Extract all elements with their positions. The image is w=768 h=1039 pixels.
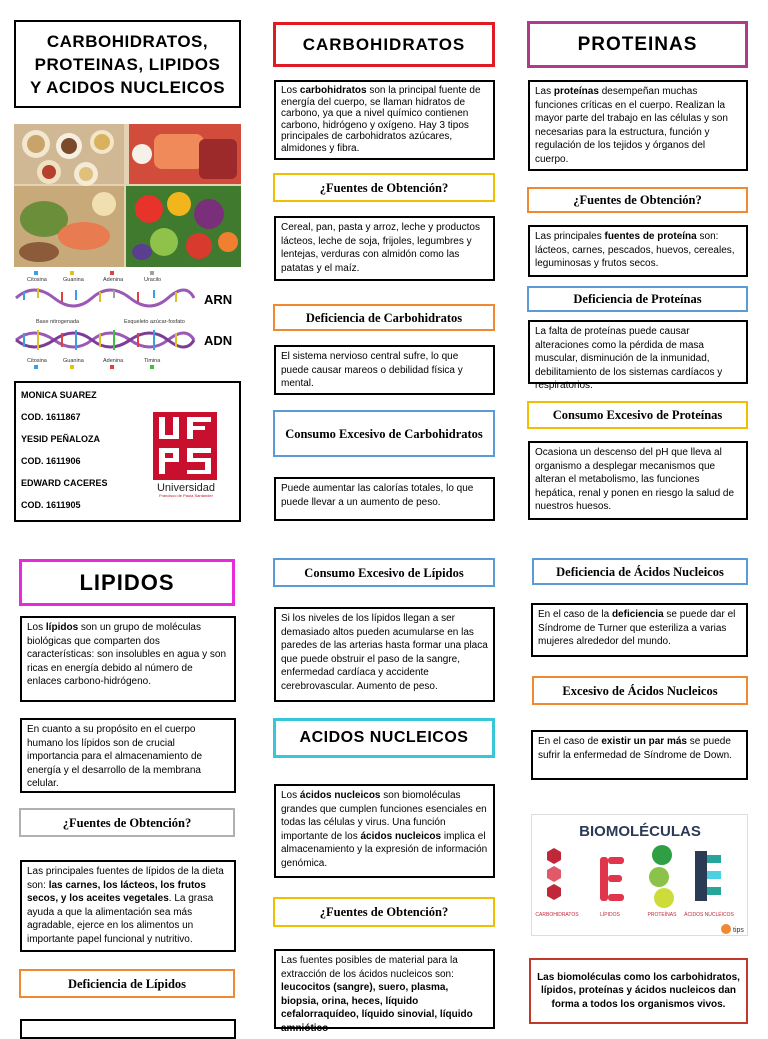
lipidos-fuentes-heading: ¿Fuentes de Obtención? xyxy=(19,808,235,837)
author-name-1: MONICA SUAREZ xyxy=(21,390,97,400)
nucleic-acid-icon xyxy=(695,851,721,901)
carbo-intro: Los carbohidratos son la principal fuente de energía del cuerpo, se llaman hidratos de carbono, ya que a nivel químico contienen carbono, hidrógeno y oxígeno. Hay 3 tipos principales de carbohidratos azúcares, almidones y fibra. xyxy=(274,80,495,160)
author-code-3: COD. 1611905 xyxy=(21,500,81,510)
legend-label-top-4: Uracilo xyxy=(144,277,162,283)
lipidos-proposito: En cuanto a su propósito en el cuerpo humano los lípidos son de crucial importancia para el almacenamiento de energía y el desarrollo de la membrana celular. xyxy=(20,718,236,793)
legend-label-bot-4: Timina xyxy=(144,358,161,364)
author-name-2: YESID PEÑALOZA xyxy=(21,434,101,444)
acidos-exceso: En el caso de existir un par más se puede sufrir la enfermedad de Síndrome de Down. xyxy=(531,730,748,780)
acidos-fuentes: Las fuentes posibles de material para la extracción de los ácidos nucleicos son: leucocitos (sangre), suero, plasma, biopsia, orina, heces, líquido cefalorraquídeo, líquido sinovial, líquido amniótico xyxy=(274,949,495,1029)
lipidos-title xyxy=(19,559,235,606)
logo-univ: Universidad xyxy=(156,482,216,494)
lipidos-title-text: LIPIDOS xyxy=(79,569,175,595)
logo-sub: Francisco de Paula Santander xyxy=(159,493,213,498)
tips-icon xyxy=(721,924,731,934)
lipidos-fuentes: Las principales fuentes de lípidos de la dieta son: las carnes, los lácteos, los frutos secos, y los aceites vegetales. La grasa ayuda a que la alimentación sea más agradable, ejerce en los alimentos un importante papel funcional y nutritivo. xyxy=(20,860,236,952)
bio-label-1: CARBOHIDRATOS xyxy=(535,912,579,918)
authors-box xyxy=(14,381,241,522)
legend-cytosine xyxy=(34,271,38,275)
author-name-3: EDWARD CACERES xyxy=(21,478,108,488)
legend-adenine xyxy=(110,271,114,275)
lipid-icon xyxy=(600,857,624,901)
mid-label-2: Esqueleto azúcar-fosfato xyxy=(124,319,185,325)
lipidos-intro: Los lípidos son un grupo de moléculas biológicas que comparten dos características: son insolubles en agua y son ricas en energía debido al número de enlaces carbono-hidrógeno. xyxy=(20,616,236,702)
author-code-2: COD. 1611906 xyxy=(21,456,81,466)
bio-title: BIOMOLÉCULAS xyxy=(579,823,701,840)
proteinas-deficiencia-heading: Deficiencia de Proteínas xyxy=(527,286,748,312)
acidos-fuentes-heading: ¿Fuentes de Obtención? xyxy=(273,897,495,927)
protein-icon xyxy=(649,845,674,908)
ufps-logo xyxy=(151,410,221,498)
acidos-intro: Los ácidos nucleicos son biomoléculas grandes que cumplen funciones esenciales en todas las células y virus. Una función importante de los ácidos nucleicos implica el almacenamiento y la expresión de información genómica. xyxy=(274,784,495,878)
legend-guanine xyxy=(70,271,74,275)
carbo-deficiencia-heading: Deficiencia de Carbohidratos xyxy=(273,304,495,331)
author-code-1: COD. 1611867 xyxy=(21,412,81,422)
carbohydrate-icon xyxy=(547,848,561,900)
dna-diagram xyxy=(14,270,244,370)
food-photo xyxy=(14,124,241,267)
proteinas-title: PROTEINAS xyxy=(527,21,748,68)
lipidos-exceso-heading: Consumo Excesivo de Lípidos xyxy=(273,558,495,587)
proteinas-exceso: Ocasiona un descenso del pH que lleva al organismo a desplegar mecanismos que alteran el metabolismo, las funciones hepática, renal y ponen en riesgo la salud de nuestros huesos. xyxy=(528,441,748,520)
acidos-deficiencia-heading: Deficiencia de Ácidos Nucleicos xyxy=(532,558,748,585)
proteinas-deficiencia: La falta de proteínas puede causar alteraciones como la pérdida de masa muscular, disminución de la inmunidad, debilitamiento de los sistemas cardíacos y respiratorios. xyxy=(528,320,748,384)
biomoleculas-image xyxy=(531,814,748,936)
legend-label-top-2: Guanina xyxy=(63,277,84,283)
main-title xyxy=(14,20,241,108)
carbo-fuentes-heading: ¿Fuentes de Obtención? xyxy=(273,173,495,202)
legend-label-top-1: Citosina xyxy=(27,277,47,283)
legend-label-bot-2: Guanina xyxy=(63,358,84,364)
proteinas-fuentes: Las principales fuentes de proteína son: lácteos, carnes, pescados, huevos, cereales, leguminosas y frutos secos. xyxy=(528,225,748,277)
bio-label-2: LÍPIDOS xyxy=(600,912,620,918)
bio-label-4: ÁCIDOS NUCLÉICOS xyxy=(684,912,734,918)
proteinas-fuentes-heading: ¿Fuentes de Obtención? xyxy=(527,187,748,213)
carbo-exceso-heading: Consumo Excesivo de Carbohidratos xyxy=(273,410,495,457)
legend-label-bot-3: Adenina xyxy=(103,358,124,364)
lipidos-deficiencia-heading: Deficiencia de Lípidos xyxy=(19,969,235,998)
legend-label-bot-1: Citosina xyxy=(27,358,47,364)
acidos-exceso-heading: Excesivo de Ácidos Nucleicos xyxy=(532,676,748,705)
acidos-deficiencia: En el caso de la deficiencia se puede dar el Síndrome de Turner que esteriliza a varias mujeres alrededor del mundo. xyxy=(531,603,748,657)
carbo-deficiencia: El sistema nervioso central sufre, lo que puede causar mareos o debilidad física y mental. xyxy=(274,345,495,395)
biomoleculas-conclusion: Las biomoléculas como los carbohidratos, lípidos, proteínas y ácidos nucleicos dan forma a todos los organismos vivos. xyxy=(529,958,748,1024)
proteinas-exceso-heading: Consumo Excesivo de Proteínas xyxy=(527,401,748,429)
carbo-fuentes: Cereal, pan, pasta y arroz, leche y productos lácteos, leche de soja, frijoles, legumbres y lentejas, verduras con almidón como las patatas y el maíz. xyxy=(274,216,495,281)
legend-uracil xyxy=(150,271,154,275)
proteinas-intro: Las proteínas desempeñan muchas funciones críticas en el cuerpo. Realizan la mayor parte del trabajo en las células y son necesarias para la estructura, función y regulación de los tejidos y órganos del cuerpo. xyxy=(528,80,748,171)
main-title-line1: CARBOHIDRATOS, xyxy=(46,31,209,51)
main-title-line3: Y ACIDOS NUCLEICOS xyxy=(29,77,226,97)
carbo-exceso: Puede aumentar las calorías totales, lo que puede llevar a un aumento de peso. xyxy=(274,477,495,521)
bio-tips: tips xyxy=(733,927,744,934)
legend-label-top-3: Adenina xyxy=(103,277,124,283)
lipidos-exceso: Si los niveles de los lípidos llegan a ser demasiado altos pueden acumularse en las paredes de las arterias hasta formar una placa que puede obstruir el paso de la sangre, enfermedad cardíaca y accidente cerebrovascular. Aumento de peso. xyxy=(274,607,495,702)
lipidos-deficiencia-box xyxy=(20,1019,236,1039)
acidos-title: ACIDOS NUCLEICOS xyxy=(273,718,495,758)
adn-label: ADN xyxy=(204,333,233,348)
arn-label: ARN xyxy=(204,292,233,307)
bio-label-3: PROTEÍNAS xyxy=(647,912,677,918)
mid-label-1: Base nitrogenada xyxy=(36,319,80,325)
carbo-title: CARBOHIDRATOS xyxy=(273,22,495,67)
main-title-line2: PROTEINAS, LIPIDOS xyxy=(34,54,221,74)
